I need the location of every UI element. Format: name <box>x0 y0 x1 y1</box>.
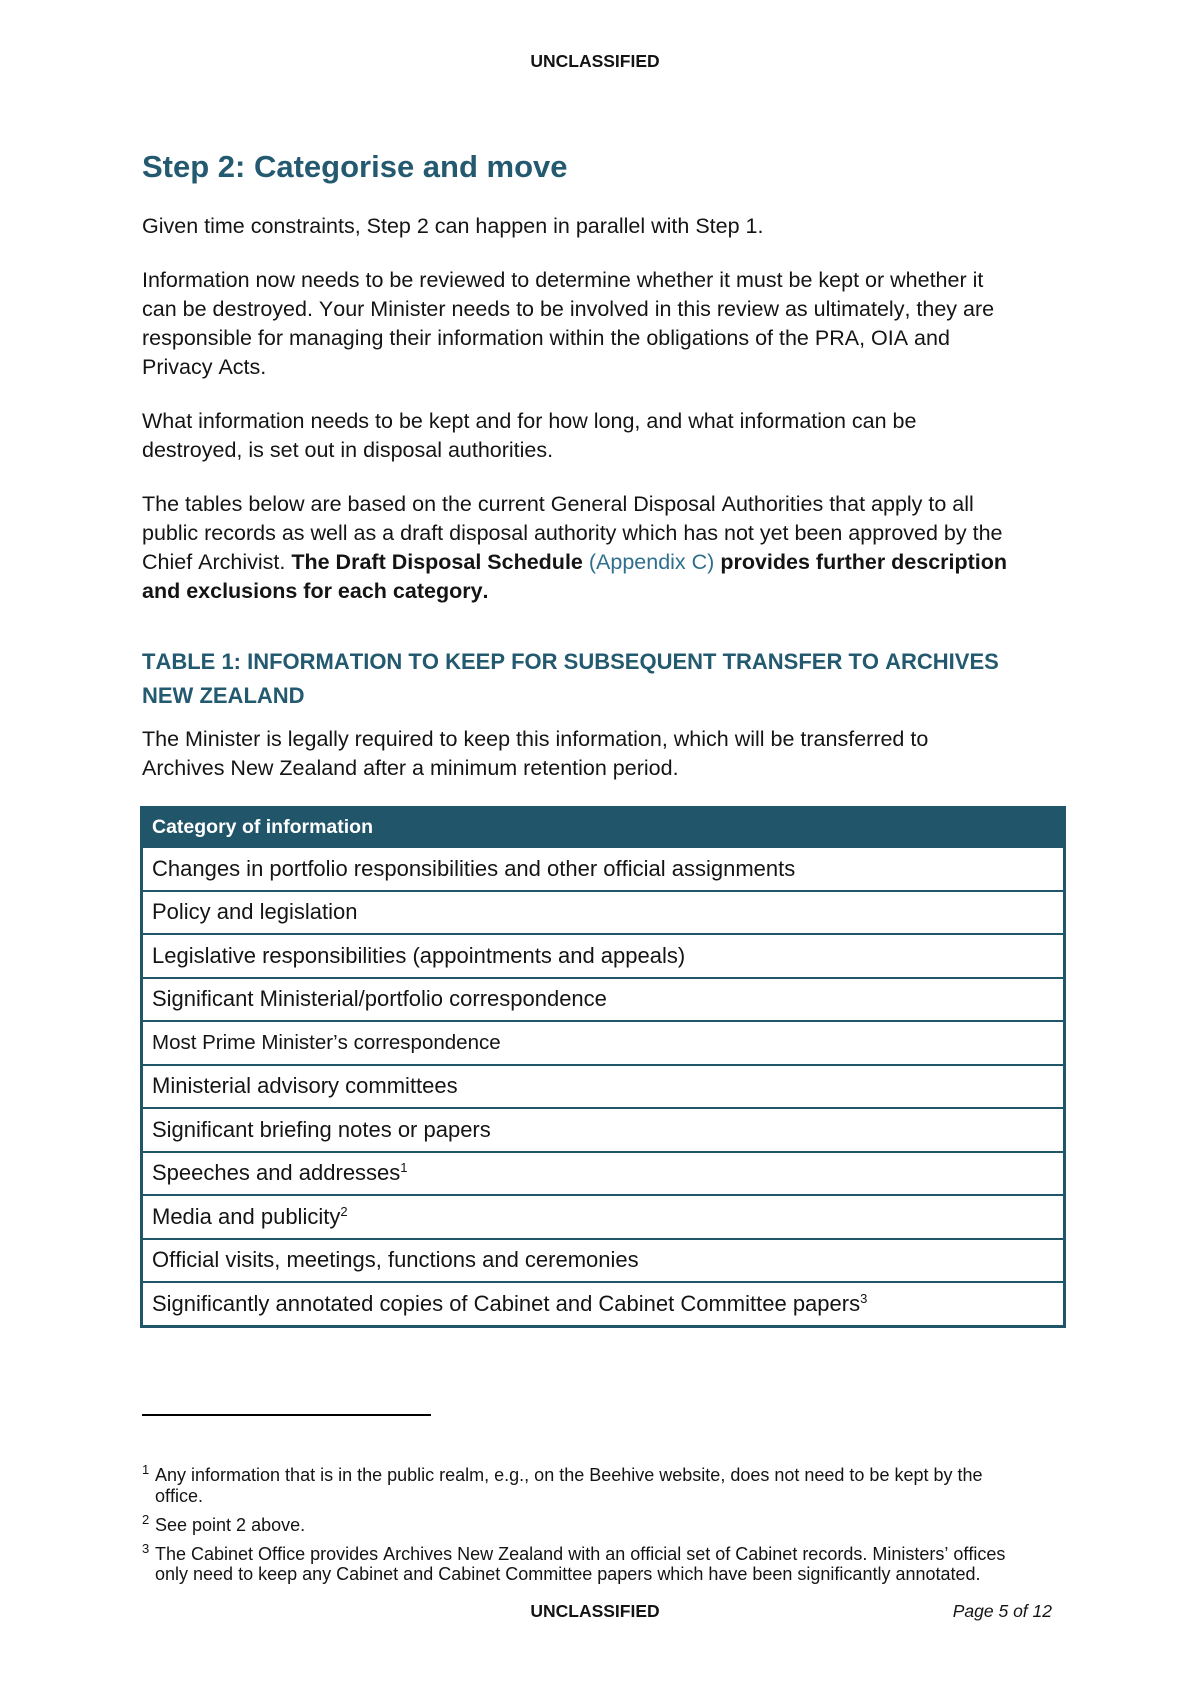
table-row <box>143 1151 1063 1195</box>
table-cell <box>152 1247 639 1273</box>
footnotes <box>142 1462 1022 1593</box>
footnote <box>142 1462 1020 1506</box>
table-cell-text: Official visits, meetings, functions and ceremonies <box>152 1247 639 1273</box>
footnote-text: Any information that is in the public realm, e.g., on the Beehive website, does not need to be kept by the office. <box>155 1465 983 1506</box>
appendix-c-link[interactable]: (Appendix C) <box>588 550 715 574</box>
table-cell-text: Significantly annotated copies of Cabinet and Cabinet Committee papers <box>152 1290 861 1316</box>
paragraph-review-information: Information now needs to be reviewed to determine whether it must be kept or whether it can be destroyed. Your Minister needs to be involved in this review as ultimately, they are responsible for managing their information within the obligations of the PRA, OIA and Privacy Acts. <box>142 268 995 379</box>
table-row <box>143 1107 1063 1151</box>
footnote-ref: 3 <box>860 1290 868 1306</box>
footnote-separator <box>142 1414 431 1416</box>
table-cell <box>152 856 795 882</box>
page-number: Page 5 of 12 <box>952 1601 1052 1621</box>
table-row <box>143 933 1063 977</box>
footnote <box>142 1511 1020 1536</box>
table-cell <box>152 1117 491 1143</box>
page-content <box>142 147 1068 1328</box>
table-cell <box>152 1204 348 1230</box>
footer-classification: UNCLASSIFIED <box>530 1601 660 1621</box>
table-cell-text: Speeches and addresses <box>152 1160 401 1186</box>
section-heading: Step 2: Categorise and move <box>142 149 568 184</box>
footnote-ref: 1 <box>400 1160 408 1176</box>
paragraph-parallel-step: Given time constraints, Step 2 can happen in parallel with Step 1. <box>142 214 764 238</box>
table-cell-text: Ministerial advisory committees <box>152 1073 458 1099</box>
table-cell <box>152 899 357 925</box>
table-row <box>143 1281 1063 1325</box>
footnote-text: See point 2 above. <box>155 1514 306 1535</box>
schedule-description-bold-text: provides further description and exclusions for each category. <box>142 550 1008 603</box>
table-cell <box>152 1031 501 1055</box>
draft-schedule-bold-text: The Draft Disposal Schedule <box>291 550 583 574</box>
table-cell <box>152 986 607 1012</box>
header-classification: UNCLASSIFIED <box>530 51 660 71</box>
paragraph-disposal-tables <box>142 490 1008 606</box>
table-column-header-label: Category of information <box>152 816 374 838</box>
footnote-number: 2 <box>142 1511 150 1527</box>
table-cell <box>152 1160 408 1186</box>
table-row <box>143 890 1063 934</box>
table-intro-paragraph: The Minister is legally required to keep this information, which will be transferred to Archives New Zealand after a minimum retention period. <box>142 727 929 780</box>
footnote <box>142 1540 1020 1585</box>
table-cell-text: Legislative responsibilities (appointments and appeals) <box>152 942 686 968</box>
footnote-number: 3 <box>142 1540 150 1556</box>
table-cell-text: Policy and legislation <box>152 899 358 925</box>
table-cell <box>152 1291 867 1317</box>
information-to-keep-table <box>140 806 1066 1328</box>
footnote-ref: 2 <box>340 1203 348 1219</box>
table-cell-text: Significant Ministerial/portfolio correspondence <box>152 986 607 1012</box>
table-row <box>143 1238 1063 1282</box>
table-column-header <box>143 809 1063 846</box>
table-row <box>143 977 1063 1021</box>
table-cell-text: Media and publicity <box>152 1203 341 1229</box>
paragraph-disposal-authorities: What information needs to be kept and for how long, and what information can be destroyed, is set out in disposal authorities. <box>142 409 917 462</box>
table-cell-text: Significant briefing notes or papers <box>152 1116 491 1142</box>
table-row <box>143 1064 1063 1108</box>
table-cell <box>152 1073 458 1099</box>
paragraph-text: The tables below are based on the current General Disposal Authorities that apply to all public records as well as a draft disposal authority which has not yet been approved by the Chief Archivist. <box>142 492 1003 574</box>
table-cell <box>152 943 685 969</box>
table-row <box>143 1020 1063 1064</box>
table-cell-text: Most Prime Minister’s correspondence <box>152 1030 501 1054</box>
table-title: TABLE 1: INFORMATION TO KEEP FOR SUBSEQUENT TRANSFER TO ARCHIVES NEW ZEALAND <box>142 649 999 708</box>
table-cell-text: Changes in portfolio responsibilities and other official assignments <box>152 855 796 881</box>
table-row <box>143 846 1063 890</box>
table-row <box>143 1194 1063 1238</box>
footnote-number: 1 <box>142 1462 150 1477</box>
footnote-text: The Cabinet Office provides Archives New Zealand with an official set of Cabinet records. Ministers’ offices only need to keep any Cabinet and Cabinet Committee papers which have been significantly annotated. <box>155 1543 1006 1584</box>
